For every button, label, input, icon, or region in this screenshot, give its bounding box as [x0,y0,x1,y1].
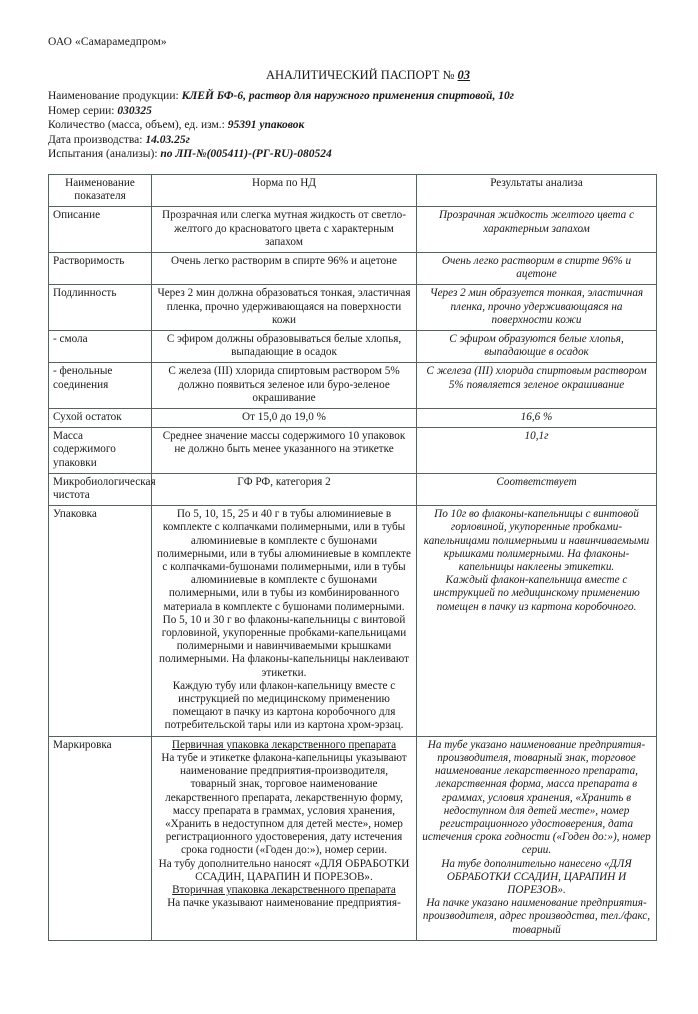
row-norm-phenolic: С железа (III) хлорида спиртовым раствором 5% должно появиться зеленое или буро-зеленое окрашивание [152,363,417,409]
column-header-result: Результаты анализа [417,174,657,206]
marking-norm-paragraph-1: На тубе и этикетке флакона-капельницы указывают наименование предприятия-производителя, товарный знак, торговое наименование лекарственного препарата, лекарственную форму, массу препарата в граммах, условия хранения, «Хранить в недоступном для детей месте», номер регистрационного удостоверения, дату истечения срока годности («Годен до:»), номер серии. [161,751,407,857]
meta-field-series [48,104,658,119]
column-header-norm: Норма по НД [152,174,417,206]
meta-label-production-date: Дата производства: [48,133,143,146]
meta-field-production-date [48,133,658,148]
meta-label-tests: Испытания (анализы): [48,148,158,161]
row-name-authenticity: Подлинность [49,285,152,331]
table-row [49,473,657,505]
packaging-result-paragraph-2: Каждый флакон-капельница вместе с инструкцией по медицинскому применению помещен в пачку из картона коробочного. [433,574,640,613]
table-row [49,363,657,409]
document-title [48,68,658,83]
analysis-table [48,174,657,941]
marking-norm-paragraph-3: На пачке указывают наименование предприятия- [167,897,401,910]
row-name-resin: - смола [49,331,152,363]
packaging-norm-paragraph-1: По 5, 10, 15, 25 и 40 г в тубы алюминиевые в комплекте с колпачками полимерными, или в тубы алюминиевые в комплекте с бушонами полимерными, или в тубы алюминиевые в комплекте с колпачками-бушонами полимерными, или в тубы алюминиевые в комплекте с бушонами полимерными, или в тубы из комбинированного материала в комплекте с бушонами полимерными. [157,508,411,613]
row-name-solubility: Растворимость [49,252,152,284]
row-name-description: Описание [49,207,152,253]
row-norm-authenticity: Через 2 мин должна образоваться тонкая, эластичная пленка, прочно удерживающаяся на поверхности кожи [152,285,417,331]
row-norm-dry-residue: От 15,0 до 19,0 % [152,409,417,428]
row-name-marking: Маркировка [49,736,152,940]
row-result-packaging [417,506,657,736]
row-norm-content-mass: Среднее значение массы содержимого 10 упаковок не должно быть менее указанного на этикетке [152,428,417,474]
marking-result-paragraph-2: На тубе дополнительно нанесено «ДЛЯ ОБРАБОТКИ ССАДИН, ЦАРАПИН И ПОРЕЗОВ». [441,857,632,896]
meta-label-quantity: Количество (масса, объем), ед. изм.: [48,119,225,132]
row-result-content-mass: 10,1г [417,428,657,474]
document-number: 03 [457,68,471,82]
table-row [49,506,657,736]
packaging-norm-paragraph-2: По 5, 10 и 30 г во флаконы-капельницы с винтовой горловиной, укупоренные пробками-капельницами полимерными и навинчиваемыми крышками полимерными. На флаконы-капельницы наклеивают этикетки. [159,613,409,679]
table-row [49,285,657,331]
organization-name: ОАО «Самарамедпром» [48,36,167,48]
row-name-content-mass: Масса содержимого упаковки [49,428,152,474]
row-result-dry-residue: 16,6 % [417,409,657,428]
marking-norm-heading-2: Вторичная упаковка лекарственного препарата [172,883,396,896]
row-result-authenticity: Через 2 мин образуется тонкая, эластичная пленка, прочно удерживающаяся на поверхности кожи [417,285,657,331]
marking-norm-heading-1: Первичная упаковка лекарственного препарата [171,738,397,751]
packaging-norm-paragraph-3: Каждую тубу или флакон-капельницу вместе с инструкцией по медицинскому применению помещают в пачку из картона коробочного для потребительской тары или из картона хром-эрзац. [164,679,404,732]
packaging-result-paragraph-1: По 10г во флаконы-капельницы с винтовой горловиной, укупоренные пробками-капельницами полимерными и навинчиваемыми крышками полимерными. На флаконы-капельницы наклеены этикетки. [423,508,650,574]
row-norm-description: Прозрачная или слегка мутная жидкость от светло-желтого до красноватого цвета с характерным запахом [152,207,417,253]
row-result-marking [417,736,657,940]
meta-label-product: Наименование продукции: [48,90,179,102]
row-result-description: Прозрачная жидкость желтого цвета с характерным запахом [417,207,657,253]
row-name-packaging: Упаковка [49,506,152,736]
marking-result-paragraph-1: На тубе указано наименование предприятия-производителя, товарный знак, торговое наименование лекарственного препарата, лекарственная форма, масса препарата в граммах, условия хранения, «Хранить в недоступном для детей месте», номер регистрационного удостоверения, дата истечения срока годности («Годен до:»), номер серии. [422,738,651,857]
row-norm-resin: С эфиром должны образовываться белые хлопья, выпадающие в осадок [152,331,417,363]
marking-result-paragraph-3: На пачке указано наименование предприятия-производителя, адрес производства, тел./факс, товарный [422,897,651,936]
meta-value-production-date: 14.03.25г [145,133,190,146]
meta-field-product [48,89,658,104]
row-norm-packaging [152,506,417,736]
row-result-solubility: Очень легко растворим в спирте 96% и ацетоне [417,252,657,284]
table-row [49,409,657,428]
row-result-microbiological: Соответствует [417,473,657,505]
table-row [49,252,657,284]
document-title-text: АНАЛИТИЧЕСКИЙ ПАСПОРТ № [265,68,455,82]
meta-value-quantity: 95391 упаковок [227,119,305,132]
row-norm-solubility: Очень легко растворим в спирте 96% и ацетоне [152,252,417,284]
meta-field-tests [48,147,658,162]
row-name-phenolic: - фенольные соединения [49,363,152,409]
meta-label-series: Номер серии: [48,104,115,117]
row-norm-microbiological: ГФ РФ, категория 2 [152,473,417,505]
table-header-row [49,174,657,206]
meta-value-series: 030325 [117,104,152,117]
meta-value-tests: по ЛП-№(005411)-(РГ-RU)-080524 [160,148,332,161]
row-name-microbiological: Микробиологическая чистота [49,473,152,505]
row-result-phenolic: С железа (III) хлорида спиртовым раствором 5% появляется зеленое окрашивание [417,363,657,409]
table-row [49,331,657,363]
marking-norm-paragraph-2: На тубу дополнительно наносят «ДЛЯ ОБРАБОТКИ ССАДИН, ЦАРАПИН И ПОРЕЗОВ». [158,857,410,883]
meta-field-quantity [48,118,658,133]
table-row [49,736,657,940]
column-header-indicator: Наименование показателя [49,174,152,206]
table-row [49,428,657,474]
meta-value-product: КЛЕЙ БФ-6, раствор для наружного применения спиртовой, 10г [181,90,514,102]
row-name-dry-residue: Сухой остаток [49,409,152,428]
table-row [49,207,657,253]
row-norm-marking [152,736,417,940]
row-result-resin: С эфиром образуются белые хлопья, выпадающие в осадок [417,331,657,363]
